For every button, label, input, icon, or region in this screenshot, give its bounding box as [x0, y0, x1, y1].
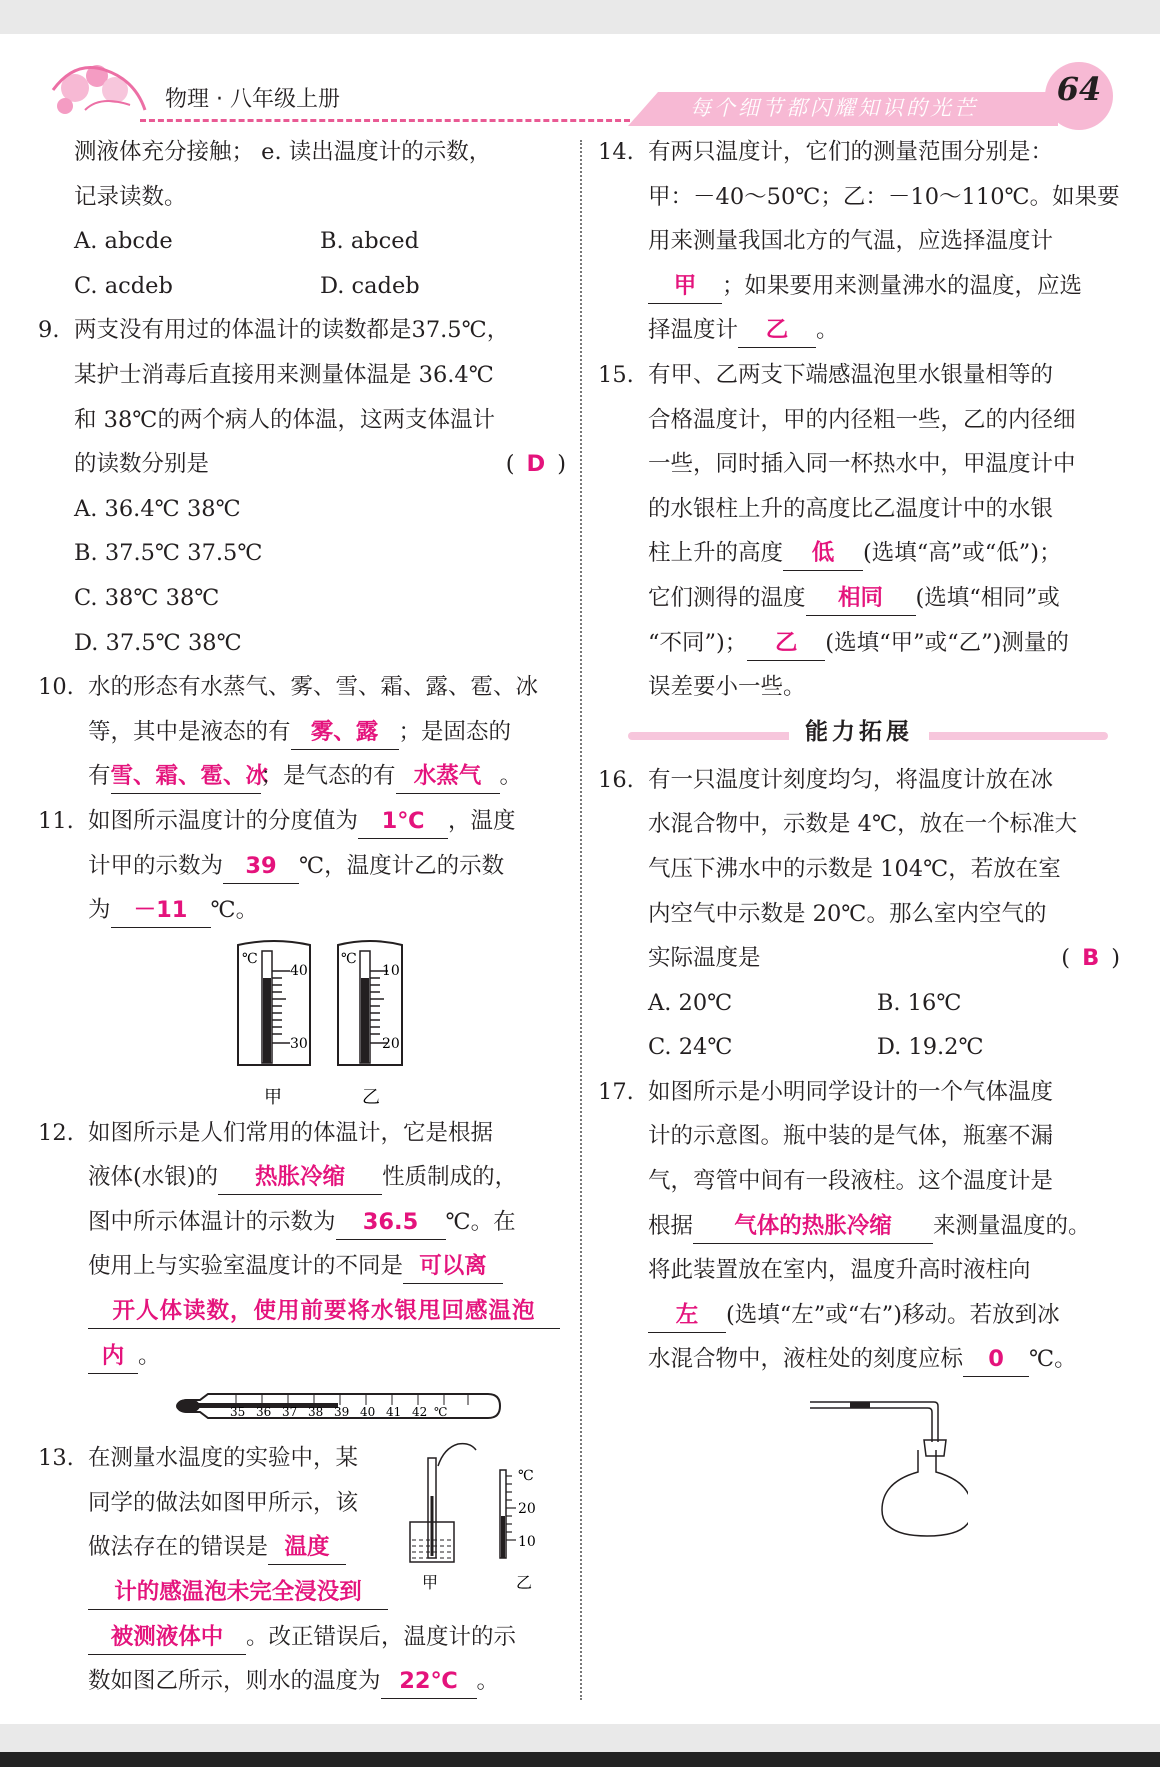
q15-line6 — [598, 576, 1120, 621]
q14-line5 — [598, 308, 1120, 353]
q8-options-row1 — [38, 219, 566, 264]
q13-number: 13. — [38, 1445, 74, 1472]
q12-answer-diff-c: 内 — [88, 1339, 138, 1374]
q15-number: 15. — [598, 361, 634, 388]
q15-text-b: 柱上升的高度 — [648, 540, 784, 567]
q10-text-e: 。 — [499, 763, 523, 790]
q17-text-b: 根据 — [648, 1212, 694, 1239]
right-column — [598, 130, 1120, 1548]
q13-yi-10: 10 — [518, 1534, 536, 1551]
q14-line1 — [598, 130, 1120, 175]
q16-line3: 气压下沸水中的示数是 104℃，若放在室 — [648, 855, 1061, 882]
q13-yi-20: 20 — [518, 1501, 536, 1518]
q17-text-e: 水混合物中，液柱处的刻度应标 — [648, 1346, 964, 1373]
q12-line5 — [38, 1289, 566, 1334]
q17-text-a: 如图所示是小明同学设计的一个气体温度 — [648, 1078, 1054, 1105]
q8-options-row2 — [38, 264, 566, 309]
q13-answer-error-b: 计的感温泡未完全浸没到 — [88, 1575, 388, 1610]
q13-yi-unit: ℃ — [518, 1468, 534, 1485]
q13-text-b: 做法存在的错误是 — [88, 1534, 269, 1561]
q17-answer-principle: 气体的热胀冷缩 — [693, 1209, 933, 1244]
q9-option-d: D. 37.5℃ 38℃ — [74, 629, 242, 656]
q13-answer-error-c: 被测液体中 — [88, 1620, 246, 1655]
q16-answer-paren: ( B ) — [1061, 945, 1120, 972]
q15-line4: 的水银柱上升的高度比乙温度计中的水银 — [648, 495, 1054, 522]
q16-option-b: B. 16℃ — [876, 989, 962, 1016]
q14-text-b: ；如果要用来测量沸水的温度，应选 — [722, 272, 1083, 299]
q9-line3: 和 38℃的两个病人的体温，这两支体温计 — [74, 406, 495, 433]
scale-36: 36 — [256, 1405, 272, 1420]
q15-line7 — [598, 621, 1120, 666]
q10-answer-solid: 雪、霜、雹、冰 — [111, 759, 261, 794]
q11-text-d: ℃，温度计乙的示数 — [299, 852, 505, 879]
column-divider — [580, 140, 582, 1700]
q12-text-b: 液体(水银)的 — [88, 1164, 219, 1191]
q17-line6 — [598, 1293, 1120, 1338]
q16-options-row1 — [598, 981, 1120, 1026]
q9-number: 9. — [38, 317, 60, 344]
q14-number: 14. — [598, 139, 634, 165]
q15-text-d: 它们测得的温度 — [648, 584, 806, 611]
q9-line2: 某护士消毒后直接用来测量体温是 36.4℃ — [74, 361, 494, 388]
q11-line2 — [38, 844, 566, 889]
q11-figure — [38, 933, 566, 1111]
q14-text-a: 有两只温度计，它们的测量范围分别是： — [648, 139, 1054, 165]
q14-text-d: 。 — [816, 317, 839, 344]
q11-answer-jia: 39 — [223, 849, 299, 884]
q12-answer-diff-b: 开人体读数，使用前要将水银甩回感温泡 — [88, 1294, 560, 1329]
q11-jia-bottom-tick: 30 — [290, 1035, 308, 1052]
q13-text-e: 。 — [476, 1668, 500, 1695]
q12-line2 — [38, 1155, 566, 1200]
scale-35: 35 — [230, 1405, 246, 1420]
thermometer-yi — [338, 941, 402, 1108]
q15-text-e: (选填“相同”或 — [915, 584, 1060, 611]
q10-text-c: 有 — [88, 763, 111, 790]
q10-answer-liquid: 雾、露 — [291, 715, 399, 750]
q16-line2: 水混合物中，示数是 4℃，放在一个标准大 — [648, 811, 1078, 838]
q17-answer-direction: 左 — [648, 1298, 726, 1333]
q14-line2: 甲：－40～50℃；乙：－10～110℃。如果要 — [648, 183, 1120, 210]
left-column — [38, 130, 566, 1704]
q8-option-c: C. acdeb — [74, 272, 173, 299]
q12-figure — [38, 1378, 566, 1436]
q17-text-f: ℃。 — [1029, 1346, 1077, 1373]
q13-beaker-diagram — [408, 1436, 568, 1606]
q17-number: 17. — [598, 1078, 634, 1105]
q11-text-c: 计甲的示数为 — [88, 852, 224, 879]
q12-answer-reading: 36.5 — [336, 1205, 446, 1240]
q13-text-c: 。改正错误后，温度计的示 — [246, 1623, 517, 1650]
q15-line8: 误差要小一些。 — [648, 674, 806, 701]
slogan: 每个细节都闪耀知识的光芒 — [690, 96, 978, 120]
q9-option-a: A. 36.4℃ 38℃ — [74, 495, 241, 522]
q15-line2: 合格温度计，甲的内径粗一些，乙的内径细 — [648, 406, 1076, 433]
q15-text-f: “不同”)； — [648, 629, 748, 656]
q16-answer: B — [1082, 945, 1100, 972]
clinical-thermometer-icon — [38, 1378, 566, 1436]
q17-answer-ice-mark: 0 — [963, 1342, 1029, 1377]
q17-text-c: 来测量温度的。 — [933, 1212, 1091, 1239]
q16-line1 — [598, 758, 1120, 803]
page-number: 64 — [1056, 70, 1102, 108]
q9-answer-paren: ( D ) — [505, 451, 566, 478]
q13-answer-temp: 22℃ — [381, 1664, 477, 1699]
q15-answer-same: 相同 — [806, 581, 916, 616]
q14-line3: 用来测量我国北方的气温，应选择温度计 — [648, 228, 1054, 255]
q17-line3: 气，弯管中间有一段液柱。这个温度计是 — [648, 1168, 1054, 1195]
q9-option-c: C. 38℃ 38℃ — [74, 584, 220, 611]
q11-answer-division: 1℃ — [358, 804, 448, 839]
q8-option-b: B. abced — [320, 228, 419, 255]
q17-text-d: (选填“左”或“右”)移动。若放到冰 — [726, 1301, 1060, 1328]
q12-line6 — [38, 1334, 566, 1379]
q15-line3: 一些，同时插入同一杯热水中，甲温度计中 — [648, 451, 1076, 478]
q11-number: 11. — [38, 807, 74, 834]
q12-line1 — [38, 1111, 566, 1156]
q14-answer-north: 甲 — [648, 269, 722, 304]
q15-line5 — [598, 531, 1120, 576]
q12-answer-property: 热胀冷缩 — [218, 1160, 382, 1195]
q17-line4 — [598, 1204, 1120, 1249]
q16-text-b: 实际温度是 — [648, 945, 761, 972]
q11-yi-unit: ℃ — [341, 950, 357, 967]
q9-answer: D — [526, 451, 546, 478]
q12-line3 — [38, 1200, 566, 1245]
q14-answer-boil: 乙 — [738, 313, 816, 348]
q11-text-e: 为 — [88, 897, 111, 924]
q11-line1 — [38, 799, 566, 844]
q8-option-a: A. abcde — [74, 228, 173, 255]
q15-answer-height: 低 — [783, 536, 863, 571]
q10-text-d: ；是气态的有 — [260, 763, 396, 790]
scale-39: 39 — [334, 1405, 350, 1420]
q11-yi-top-tick: 10 — [382, 962, 400, 979]
q10-line3 — [38, 754, 566, 799]
q11-jia-top-tick: 40 — [290, 962, 308, 979]
q13-line6 — [38, 1659, 566, 1704]
bottom-bar — [0, 1752, 1160, 1767]
thermometer-scale-yi — [500, 1468, 536, 1592]
q11-label-jia: 甲 — [264, 1086, 282, 1108]
q16-line4: 内空气中示数是 20℃。那么室内空气的 — [648, 900, 1047, 927]
scale-40: 40 — [360, 1405, 376, 1420]
q13-text-d: 数如图乙所示，则水的温度为 — [88, 1668, 381, 1695]
q11-line3 — [38, 888, 566, 933]
q9-text: 两支没有用过的体温计的读数都是37.5℃， — [74, 317, 510, 344]
q12-answer-diff-a: 可以离 — [403, 1249, 503, 1284]
q15-line1 — [598, 353, 1120, 398]
beaker-jia — [410, 1444, 476, 1592]
scale-unit: ℃ — [434, 1405, 448, 1420]
q12-text-f: 使用上与实验室温度计的不同是 — [88, 1253, 404, 1280]
q16-options-row2 — [598, 1025, 1120, 1070]
q15-text-g: (选填“甲”或“乙”)测量的 — [825, 629, 1069, 656]
q17-line2: 计的示意图。瓶中装的是气体，瓶塞不漏 — [648, 1123, 1054, 1150]
q13-label-yi: 乙 — [516, 1573, 533, 1593]
q11-jia-unit: ℃ — [242, 950, 258, 967]
q17-line1 — [598, 1070, 1120, 1115]
gas-thermometer-flask-icon — [808, 1392, 968, 1542]
scale-38: 38 — [308, 1405, 324, 1420]
q11-text-a: 如图所示温度计的分度值为 — [88, 807, 359, 834]
q11-label-yi: 乙 — [362, 1086, 380, 1108]
q13-answer-error-a: 温度 — [268, 1530, 346, 1565]
scale-42: 42 — [412, 1405, 428, 1420]
flower-ornament-icon — [45, 50, 155, 122]
q15-answer-smaller-error: 乙 — [747, 626, 825, 661]
q9-option-b: B. 37.5℃ 37.5℃ — [74, 540, 263, 567]
q15-text-a: 有甲、乙两支下端感温泡里水银量相等的 — [648, 361, 1054, 388]
q16-option-a: A. 20℃ — [648, 989, 733, 1016]
section-title: 能力拓展 — [789, 719, 929, 745]
q10-text-a: 等，其中是液态的有 — [88, 718, 291, 745]
q9-text-end: 的读数分别是 — [74, 451, 210, 478]
scale-37: 37 — [282, 1405, 298, 1420]
q16-option-c: C. 24℃ — [648, 1034, 733, 1061]
section-heading — [598, 710, 1120, 758]
q9-line4 — [38, 442, 566, 487]
q12-number: 12. — [38, 1119, 74, 1146]
q13-label-jia: 甲 — [422, 1573, 439, 1593]
q16-option-d: D. 19.2℃ — [876, 1034, 984, 1061]
q11-yi-bottom-tick: 20 — [382, 1035, 400, 1052]
q12-text-a: 如图所示是人们常用的体温计，它是根据 — [88, 1119, 494, 1146]
q13-block — [38, 1436, 566, 1704]
q16-text-a: 有一只温度计刻度均匀，将温度计放在冰 — [648, 766, 1054, 793]
q12-line4 — [38, 1244, 566, 1289]
book-title: 物理 · 八年级上册 — [165, 87, 340, 112]
q10-line1 — [38, 665, 566, 710]
q12-text-c: 性质制成的， — [382, 1164, 518, 1191]
q10-answer-gas: 水蒸气 — [396, 759, 500, 794]
q10-number: 10. — [38, 674, 74, 701]
q13-line2: 同学的做法如图甲所示，该 — [88, 1489, 359, 1516]
q12-text-e: ℃。在 — [445, 1208, 516, 1235]
q11-text-f: ℃。 — [210, 897, 259, 924]
q13-line5 — [38, 1615, 566, 1660]
q14-line4 — [598, 264, 1120, 309]
q17-line5: 将此装置放在室内，温度升高时液柱向 — [648, 1257, 1031, 1284]
q8-line1: 测液体充分接触； e. 读出温度计的示数， — [74, 139, 492, 165]
q11-text-b: ，温度 — [448, 807, 516, 834]
q15-text-c: (选填“高”或“低”)； — [863, 540, 1062, 567]
q10-text: 水的形态有水蒸气、雾、雪、霜、露、雹、冰 — [88, 674, 539, 701]
q12-text-d: 图中所示体温计的示数为 — [88, 1208, 336, 1235]
q14-text-c: 择温度计 — [648, 317, 739, 344]
header-dashed-line — [140, 119, 630, 122]
q13-text-a: 在测量水温度的实验中，某 — [88, 1445, 359, 1472]
q8-option-d: D. cadeb — [320, 272, 420, 299]
q10-text-b: ；是固态的 — [398, 718, 512, 745]
q16-line5 — [598, 936, 1120, 981]
q8-line2: 记录读数。 — [74, 183, 187, 210]
q10-line2 — [38, 710, 566, 755]
thermometer-jia — [238, 941, 310, 1108]
q11-answer-yi: －11 — [111, 893, 211, 928]
q9-line1 — [38, 308, 566, 353]
q12-text-g: 。 — [138, 1342, 161, 1369]
q17-line7 — [598, 1337, 1120, 1382]
q16-number: 16. — [598, 766, 634, 793]
scale-41: 41 — [386, 1405, 402, 1420]
q11-thermometers-diagram — [38, 933, 566, 1111]
